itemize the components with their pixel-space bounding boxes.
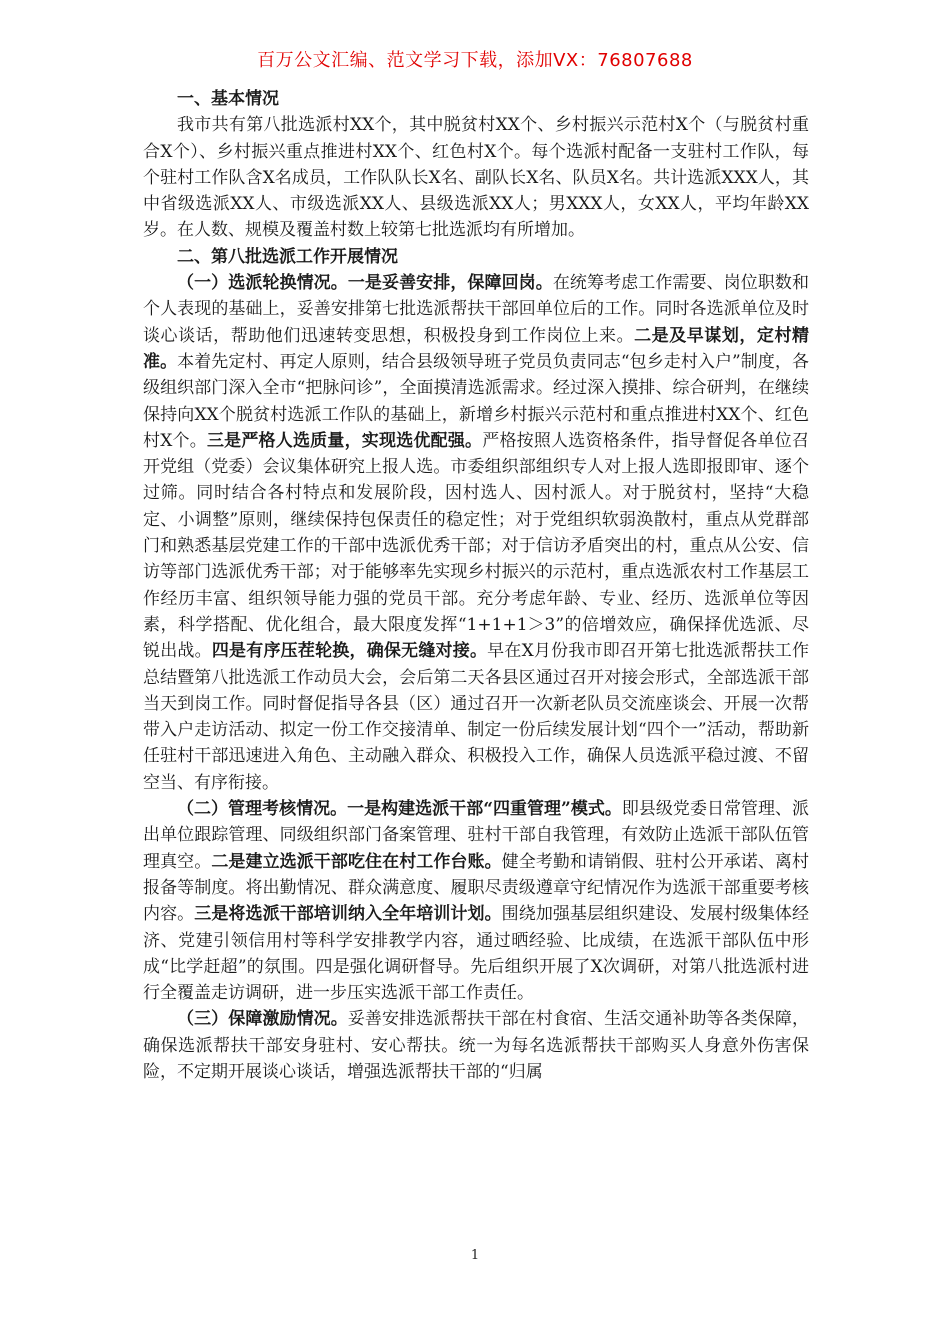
paragraph-support — [143, 1006, 809, 1085]
paragraph-rotation — [143, 270, 809, 796]
subheading-management: （二）管理考核情况。 — [177, 799, 348, 820]
section-heading-basic: 一、基本情况 — [177, 89, 279, 109]
point-2-text: 本着先定村、再定人原则，结合县级领导班子党员负责同志“包乡走村入户”制度，各级组织部门深入全市“把脉问诊”，全面摸清选派需求。经过深入摸排、综合研判，在继续保持向XX个脱贫村选派工作队的基础上，新增乡村振兴示范村和重点推进村XX个、红色村X个。 — [143, 351, 809, 451]
mgmt-point-3-title: 三是将选派干部培训纳入全年培训计划。 — [194, 904, 502, 925]
section-heading-progress: 二、第八批选派工作开展情况 — [177, 246, 398, 267]
point-4-text: 早在X月份我市即召开第七批选派帮扶工作总结暨第八批选派工作动员大会，会后第二天各县区通过召开对接会形式，全部选派干部当天到岗工作。同时督促指导各县（区）通过召开一次新老队员交流座谈会、开展一次帮带入户走访活动、拟定一份工作交接清单、制定一份后续发展计划“四个一”活动，帮助新任驻村干部迅速进入角色、主动融入群众、积极投入工作，确保人员选派平稳过渡、不留空当、有序衔接。 — [143, 641, 810, 793]
point-3-title: 三是严格人选质量，实现选优配强。 — [206, 430, 483, 451]
header-banner: 百万公文汇编、范文学习下载，添加VX：76807688 — [257, 50, 693, 71]
page-number: 1 — [470, 1248, 480, 1263]
mgmt-point-1-title: 一是构建选派干部“四重管理”模式。 — [347, 799, 622, 820]
document-body — [143, 86, 809, 1085]
point-2-title: 二是及早谋划，定村精准。 — [143, 325, 810, 372]
paragraph-management — [143, 796, 809, 1006]
point-4-title: 四是有序压茬轮换，确保无缝对接。 — [211, 641, 488, 662]
subheading-rotation: （一）选派轮换情况。 — [177, 273, 348, 294]
mgmt-point-1-text: 即县级党委日常管理、派出单位跟踪管理、同级组织部门备案管理、驻村干部自我管理，有效防止选派干部队伍管理真空。 — [143, 799, 810, 872]
point-1-text: 在统筹考虑工作需要、岗位职数和个人表现的基础上，妥善安排第七批选派帮扶干部回单位后的工作。同时各选派单位及时谈心谈话，帮助他们迅速转变思想，积极投身到工作岗位上来。 — [143, 273, 810, 346]
point-1-title: 一是妥善安排，保障回岗。 — [347, 273, 553, 294]
mgmt-point-2-title: 二是建立选派干部吃住在村工作台账。 — [211, 851, 502, 872]
paragraph-basic-info: 我市共有第八批选派村XX个，其中脱贫村XX个、乡村振兴示范村X个（与脱贫村重合X个）、乡村振兴重点推进村XX个、红色村X个。每个选派村配备一支驻村工作队，每个驻村工作队含X名成员，工作队队长X名、副队长X名、队员X名。共计选派XXX人，其中省级选派XX人、市级选派XX人、县级选派XX人；男XXX人，女XX人，平均年龄XX岁。在人数、规模及覆盖村数上较第七批选派均有所增加。 — [143, 115, 809, 241]
subheading-support: （三）保障激励情况。 — [177, 1009, 348, 1030]
mgmt-point-3-text: 围绕加强基层组织建设、发展村级集体经济、党建引领信用村等科学安排教学内容，通过晒经验、比成绩，在选派干部队伍中形成“比学赶超”的氛围。四是强化调研督导。先后组织开展了X次调研，对第八批选派村进行全覆盖走访调研，进一步压实选派干部工作责任。 — [143, 904, 810, 1004]
point-3-text: 严格按照人选资格条件，指导督促各单位召开党组（党委）会议集体研究上报人选。市委组织部组织专人对上报人选即报即审、逐个过筛。同时结合各村特点和发展阶段，因村选人、因村派人。对于脱贫村，坚持“大稳定、小调整”原则，继续保持包保责任的稳定性；对于党组织软弱涣散村，重点从党群部门和熟悉基层党建工作的干部中选派优秀干部；对于信访矛盾突出的村，重点从公安、信访等部门选派优秀干部；对于能够率先实现乡村振兴的示范村，重点选派农村工作基层工作经历丰富、组织领导能力强的党员干部。充分考虑年龄、专业、经历、选派单位等因素，科学搭配、优化组合，最大限度发挥“1+1+1＞3”的倍增效应，确保择优选派、尽锐出战。 — [143, 430, 810, 662]
support-text: 妥善安排选派帮扶干部在村食宿、生活交通补助等各类保障，确保选派帮扶干部安身驻村、安心帮扶。统一为每名选派帮扶干部购买人身意外伤害保险，不定期开展谈心谈话，增强选派帮扶干部的“归属 — [143, 1009, 810, 1082]
mgmt-point-2-text: 健全考勤和请销假、驻村公开承诺、离村报备等制度。将出勤情况、群众满意度、履职尽责级遵章守纪情况作为选派干部重要考核内容。 — [143, 851, 810, 925]
